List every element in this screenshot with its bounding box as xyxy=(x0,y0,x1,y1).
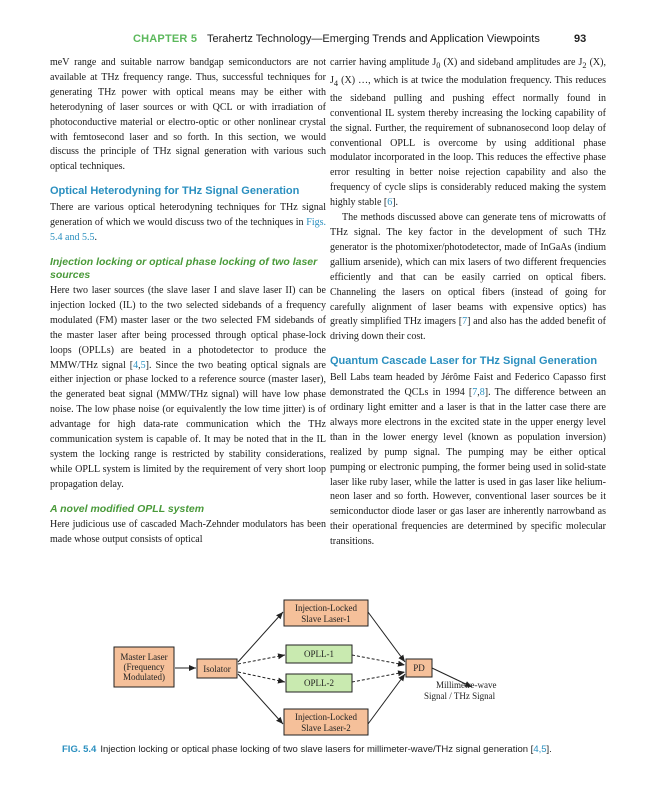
section-heading: Quantum Cascade Laser for THz Signal Generation xyxy=(330,355,598,368)
slave-laser-2-box xyxy=(284,709,368,735)
svg-text:Injection-Locked: Injection-Locked xyxy=(295,603,357,613)
figure-link[interactable]: Figs. 5.4 and 5.5 xyxy=(50,217,326,244)
slave-laser-1-box xyxy=(284,600,368,626)
isolator-box xyxy=(197,659,237,678)
citation-link[interactable]: 5 xyxy=(140,359,146,371)
svg-text:Master Laser: Master Laser xyxy=(120,652,168,662)
svg-text:Isolator: Isolator xyxy=(203,664,231,674)
paragraph: The methods discussed above can generate tens of microwatts of THz signal. The key factor in the development of such THz generator is the photomixer/photodetector, made of InGaAs (indium gallium arsenide), which can mix lasers of two different frequencies efficiently and that can be easily carried on optical fibers. Channeling the lasers on optical fibers (instead of going for carefully alignment of laser beams with expensive optics) has greatly simplified THz imagers [7] and also has the added benefit of driving down their cost. xyxy=(330,212,606,343)
citation-link[interactable]: 8 xyxy=(479,387,485,399)
subsection-heading: Injection locking or optical phase locking of two laser sources xyxy=(50,255,318,281)
chapter-title: Terahertz Technology—Emerging Trends and Application Viewpoints xyxy=(207,33,540,45)
svg-text:Injection-Locked: Injection-Locked xyxy=(295,712,357,722)
paragraph: carrier having amplitude $J_0$ (X) and sideband amplitudes are $J_2$ (X), $J_4$ (X) …, which is at twice the modulation frequency. This reduces the sideband pulling and pushing effect normally found in conventional IL system thereby increasing the locking capability of the signal. Further, the requirement of subnanosecond loop delay of conventional OPLL is overcome by using additional phase modulator incorporated in the loop. This reduces the effective phase error resulting in better noise rejection capability and also the frequency of cycle slips is considerably reduced making the system highly stable [6]. xyxy=(330,57,606,209)
master-laser-box xyxy=(114,647,174,687)
paragraph: meV range and suitable narrow bandgap semiconductors are not available at THz frequency range. Thus, successful techniques for generating THz power with optical means may be either with heterodyning of laser sources or with QCL or with irradiation of photoconductive material or electro-optic or other nonlinear crystal with femtosecond laser and so forth. In this section, we would discuss the principle of THz signal generation with various such optical techniques. xyxy=(50,57,326,173)
caption-label: FIG. 5.4 xyxy=(62,744,97,755)
citation-link[interactable]: 4,5 xyxy=(533,744,547,755)
section-heading: Optical Heterodyning for THz Signal Generation xyxy=(50,185,300,198)
citation-link[interactable]: 7 xyxy=(462,316,468,328)
left-column xyxy=(50,56,326,547)
paragraph: Bell Labs team headed by Jérôme Faist and Federico Capasso first demonstrated the QCLs in 1994 [7,8]. The difference between an ordinary light emitter and a laser is that in the latter case there are always more electrons in the excited state in the upper energy level than in the lower energy level (known as population inversion) realized by pump signal. The pumping may be either optical pumping or electronic pumping, the former being used in solid-state laser like ruby laser, while the latter is used in gas laser like helium-neon laser and so forth. However, conventional laser sources be it semiconductor diode laser or gas laser are inherently narrowband as their operational frequencies are determined by specific molecular transitions. xyxy=(330,372,606,548)
svg-text:OPLL-2: OPLL-2 xyxy=(304,678,334,688)
svg-text:Modulated): Modulated) xyxy=(123,672,165,682)
paragraph: There are various optical heterodyning techniques for THz signal generation of which we would discuss two of the techniques in Figs. 5.4 and 5.5. xyxy=(50,202,326,244)
subsection-heading: A novel modified OPLL system xyxy=(50,502,205,515)
svg-text:(Frequency: (Frequency xyxy=(123,662,165,672)
output-label: Signal / THz Signal xyxy=(424,691,496,701)
paragraph: Here judicious use of cascaded Mach-Zehnder modulators has been made whose output consists of optical xyxy=(50,518,326,545)
photodetector-box xyxy=(406,659,432,677)
running-header xyxy=(0,33,648,49)
citation-link[interactable]: 7 xyxy=(472,387,478,399)
chapter-label: CHAPTER 5 xyxy=(133,33,198,45)
paragraph: Here two laser sources (the slave laser I and slave laser II) can be injection locked (IL) to the two selected sidebands of a frequency modulated (FM) master laser or the two selected FM sidebands of the master laser after being processed through optical phase-lock loops (OPLLs) are beated in a photodetector to produce the MMW/THz signal [4,5]. Since the two beating optical signals are either injection or phase locked to a reference source (master laser), the generated beat signal (MMW/THz signal) will have low phase noise. The low phase noise (or equivalently the low time jitter) is of advantage for high data-rate communication which the THz communication system is capable of. It may be noted that in the IL system the locking range is restricted by stability considerations, while OPLL system is limited by the requirement of very short loop propagation delay. xyxy=(50,284,326,490)
figure-diagram xyxy=(100,592,540,742)
svg-text:OPLL-1: OPLL-1 xyxy=(304,649,334,659)
svg-text:Slave Laser-2: Slave Laser-2 xyxy=(301,723,351,733)
opll-2-box xyxy=(286,674,352,692)
output-label: Millimetre-wave xyxy=(436,680,497,690)
page-number: 93 xyxy=(574,33,587,45)
right-column xyxy=(330,56,606,550)
citation-link[interactable]: 6 xyxy=(387,197,393,209)
svg-text:Slave Laser-1: Slave Laser-1 xyxy=(301,614,351,624)
svg-text:PD: PD xyxy=(413,663,425,673)
citation-link[interactable]: 4 xyxy=(133,359,139,371)
figure-caption: FIG. 5.4 Injection locking or optical phase locking of two slave lasers for millimeter-wave/THz signal generation [4,5]. xyxy=(62,744,552,755)
opll-1-box xyxy=(286,645,352,663)
